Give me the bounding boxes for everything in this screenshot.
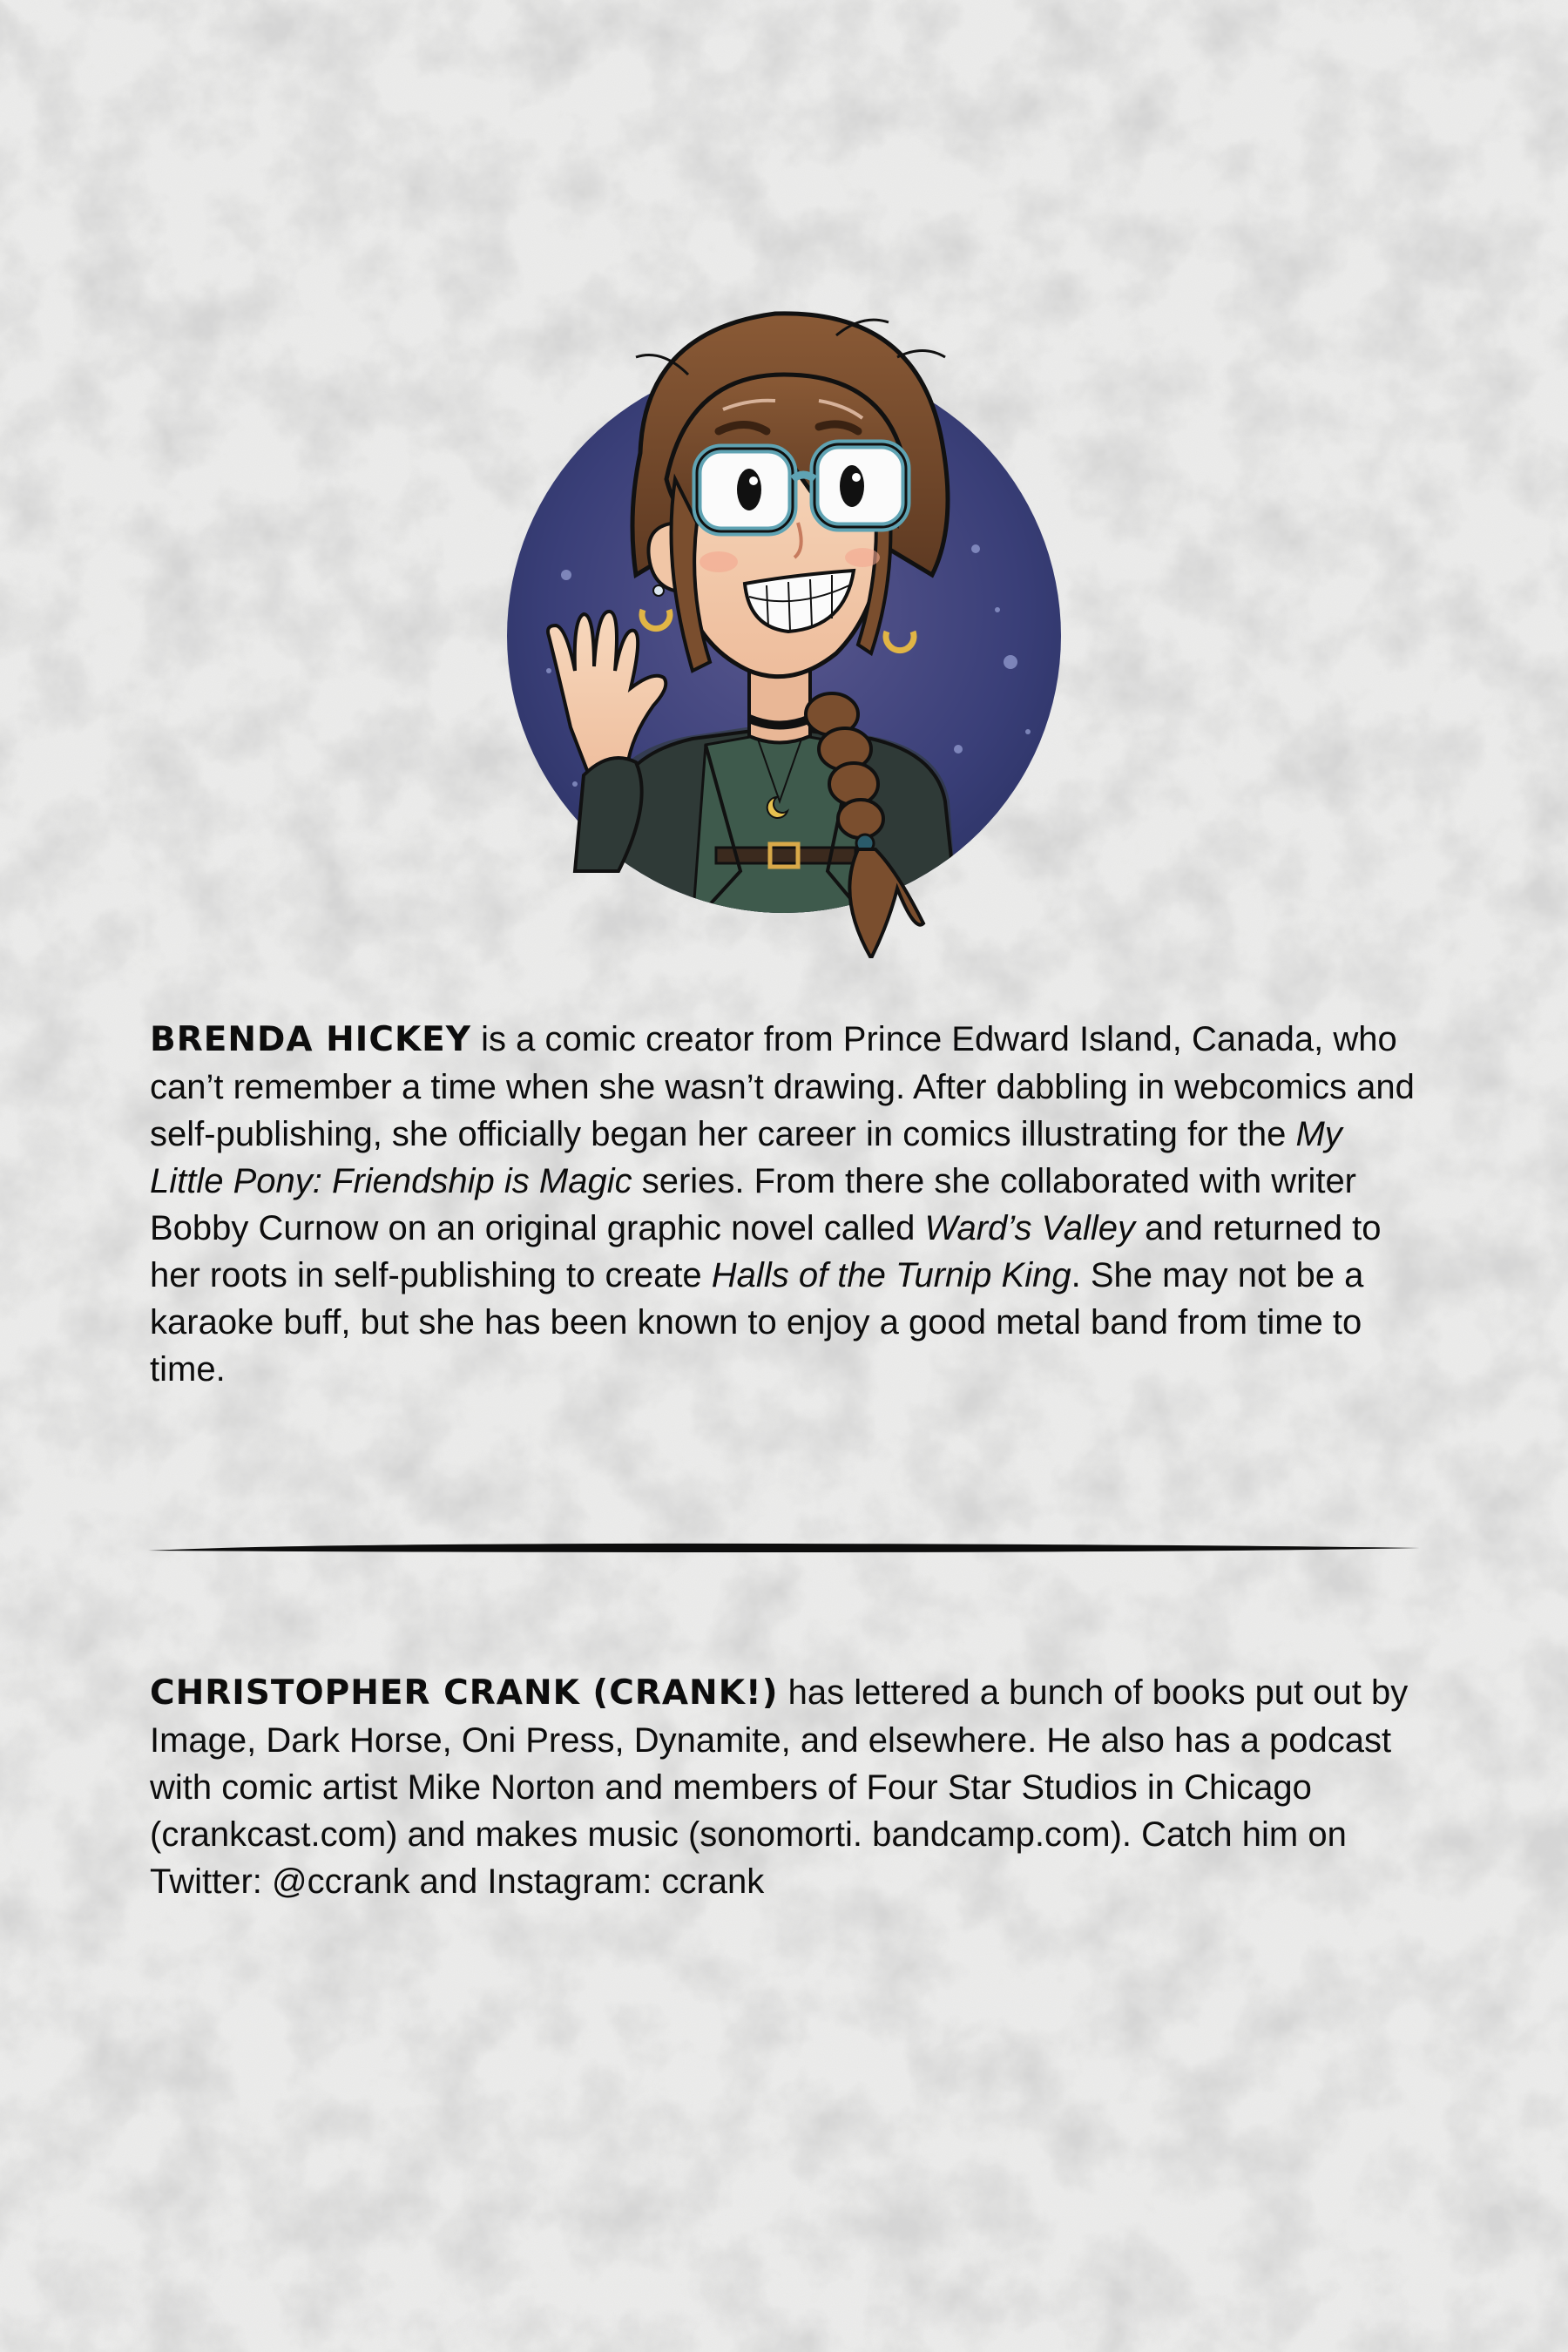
bio-name: BRENDA HICKEY [150,1020,472,1059]
author-portrait-illustration [488,261,1080,958]
bio-name: CHRISTOPHER CRANK (CRANK!) [150,1673,779,1713]
bio-title-italic: Halls of the Turnip King [711,1256,1071,1294]
bio-text: is a comic creator from Prince Edward Island, Canada, who can’t remember a time when she wasn’t drawing. After dabbling in webcomics and self-publishing, she officially began her career in comics illustrating for the [150,1020,1415,1153]
bio-text: has lettered a bunch of books put out by Image, Dark Horse, Oni Press, Dynamite, and elsewhere. He also has a podcast with comic artist Mike Norton and members of Four Star Studios in Chicago (crankcast.com) and makes music (sonomorti. bandcamp.com). Catch him on Twitter: @ccrank and Instagram: ccrank [150,1673,1409,1901]
bio-title-italic: Ward’s Valley [924,1209,1136,1247]
bio-title-italic: My Little Pony: Friendship is Magic [150,1115,1342,1200]
bio-christopher-crank [150,1669,1422,1905]
bio-text: series. From there she collaborated with writer Bobby Curnow on an original graphic novel called [150,1162,1357,1247]
bio-text: . She may not be a karaoke buff, but she has been known to enjoy a good metal band from time to time. [150,1256,1364,1389]
bio-text: and returned to her roots in self-publishing to create [150,1209,1382,1294]
brush-stroke-divider [148,1538,1420,1558]
bio-brenda-hickey [150,1016,1422,1393]
